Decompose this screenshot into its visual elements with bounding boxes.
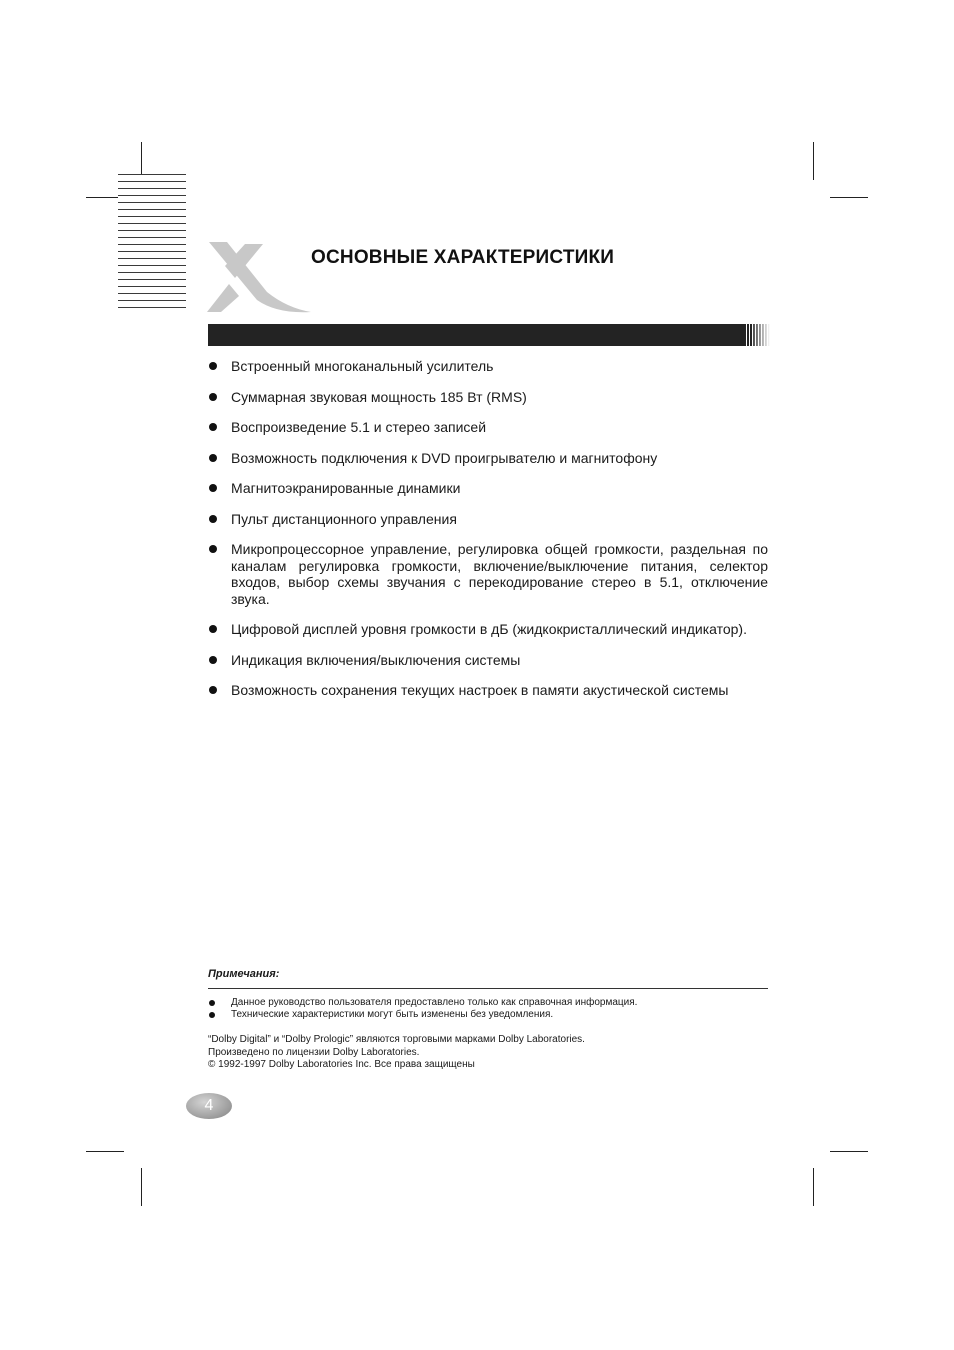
crop-mark-bottom-right-v	[813, 1168, 814, 1206]
list-item	[208, 389, 768, 406]
bullet-icon	[209, 545, 217, 553]
bullet-icon	[209, 686, 217, 694]
feature-list	[208, 358, 768, 713]
crop-mark-top-right-v	[813, 142, 814, 180]
list-item	[208, 1009, 768, 1021]
legal-text	[208, 1034, 585, 1072]
list-item	[208, 511, 768, 528]
list-item	[208, 358, 768, 375]
feature-text: Возможность подключения к DVD проигрывателю и магнитофону	[231, 449, 658, 466]
list-item	[208, 419, 768, 436]
bullet-icon	[209, 625, 217, 633]
notes-list	[208, 997, 768, 1021]
list-item	[208, 480, 768, 497]
crop-mark-bottom-left-v	[141, 1168, 142, 1206]
list-item	[208, 541, 768, 607]
feature-text: Воспроизведение 5.1 и стерео записей	[231, 419, 487, 435]
crop-mark-bottom-right-h	[830, 1151, 868, 1152]
bullet-icon	[209, 362, 217, 370]
bullet-icon	[209, 1000, 215, 1006]
header-bar-halftone	[744, 324, 770, 346]
legal-line: “Dolby Digital” и “Dolby Prologic” являются торговыми марками Dolby Laboratories.	[208, 1034, 585, 1045]
legal-line: © 1992-1997 Dolby Laboratories Inc. Все права защищены	[208, 1059, 475, 1070]
notes-title: Примечания:	[208, 968, 280, 980]
crop-mark-bottom-left-h	[86, 1151, 124, 1152]
feature-text: Пульт дистанционного управления	[231, 510, 457, 527]
feature-text: Микропроцессорное управление, регулировка общей громкости, раздельная по каналам регулировка громкости, включение/выключение питания, селектор входов, выбор схемы звучания с перекодирование стерео в 5.1, отключение звука.	[231, 541, 768, 607]
feature-text: Возможность сохранения текущих настроек в памяти акустической системы	[231, 682, 729, 698]
feature-text: Суммарная звуковая мощность 185 Вт (RMS)	[231, 388, 527, 405]
bullet-icon	[209, 656, 217, 664]
bullet-icon	[209, 1012, 215, 1018]
page-number: 4	[186, 1093, 232, 1119]
feature-text: Цифровой дисплей уровня громкости в дБ (жидкокристаллический индикатор).	[231, 621, 747, 637]
bullet-icon	[209, 515, 217, 523]
list-item	[208, 682, 768, 699]
feature-text: Индикация включения/выключения системы	[231, 651, 521, 668]
decorative-stripes	[118, 174, 186, 312]
bullet-icon	[209, 454, 217, 462]
header-bar	[208, 324, 752, 346]
x-logo-icon	[205, 240, 315, 314]
notes-divider	[208, 988, 768, 989]
feature-text: Встроенный многоканальный усилитель	[231, 358, 494, 374]
list-item	[208, 997, 768, 1009]
legal-line: Произведено по лицензии Dolby Laboratories.	[208, 1046, 420, 1058]
page-title: ОСНОВНЫЕ ХАРАКТЕРИСТИКИ	[311, 247, 615, 268]
feature-text: Магнитоэкранированные динамики	[231, 480, 461, 496]
list-item	[208, 652, 768, 669]
bullet-icon	[209, 484, 217, 492]
list-item	[208, 450, 768, 467]
crop-mark-top-right-h	[830, 197, 868, 198]
note-text: Данное руководство пользователя предоставлено только как справочная информация.	[231, 997, 638, 1008]
bullet-icon	[209, 393, 217, 401]
note-text: Технические характеристики могут быть изменены без уведомления.	[231, 1009, 554, 1020]
bullet-icon	[209, 423, 217, 431]
list-item	[208, 621, 768, 638]
